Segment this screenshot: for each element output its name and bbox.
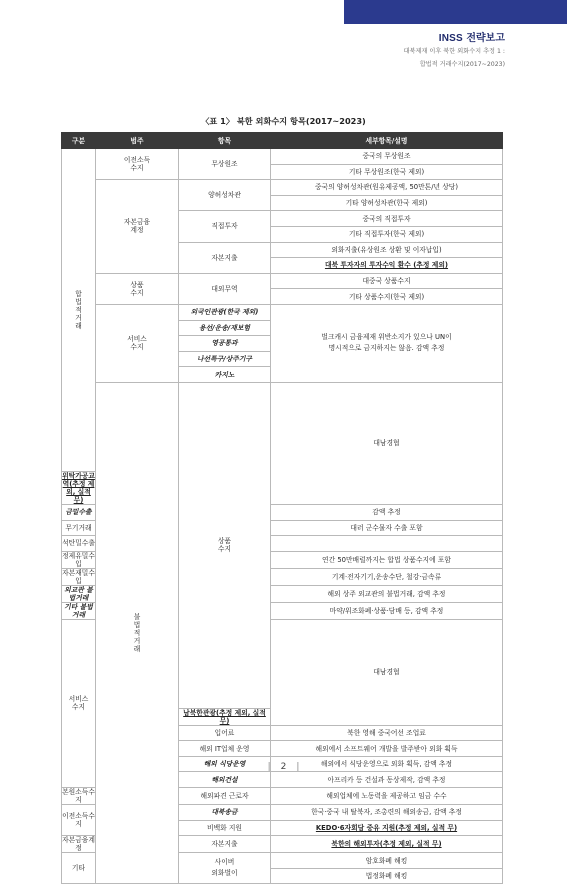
col-header-division: 구분 — [62, 133, 96, 149]
group-illegal-label: 불 법 적 거 래 — [133, 613, 141, 654]
item-cell: 직접투자 — [179, 211, 271, 242]
detail-cell: 북한 영해 중국어선 조업료 — [271, 725, 503, 741]
detail-cell: 해외 상주 외교관의 불법거래, 감액 추정 — [271, 585, 503, 602]
detail-cell: 남북한관광(추정 제외, 실적 무) — [179, 708, 271, 725]
table-caption: 〈표 1〉 북한 외화수지 항목(2017~2023) — [201, 116, 366, 126]
brand-main: INSS — [438, 33, 463, 44]
item-cell: 자본재밀수입 — [62, 568, 95, 585]
category-label: 이전소득 수지 — [123, 156, 151, 173]
item-cell: 나선특구/상주기구 — [179, 351, 271, 367]
detail-cell: 기타 직접투자(한국 제외) — [271, 226, 503, 242]
item-cell: 석탄밀수출 — [62, 536, 96, 552]
header-color-bar — [344, 0, 567, 24]
item-cell: 해외건설 — [179, 772, 271, 788]
report-subtitle-line1: 대북제재 이후 북한 외화수지 추정 1 : — [403, 48, 505, 55]
item-cell: 카지노 — [179, 367, 271, 383]
detail-cell: 마약/위조화폐·상품·담배 등, 감액 추정 — [271, 602, 503, 619]
item-cell: 해외 IT업체 운영 — [179, 741, 271, 757]
item-cell: 대외무역 — [179, 273, 271, 304]
detail-cell: 감액 추정 — [271, 504, 503, 520]
item-cell — [179, 853, 271, 884]
detail-cell: 위탁가공교역(추정 제외, 실적 무) — [62, 471, 95, 504]
detail-cell: 중국의 직접투자 — [271, 211, 503, 227]
detail-cell: 기타 무상원조(한국 제외) — [271, 164, 503, 180]
item-cell: 양허성차관 — [179, 180, 271, 211]
detail-cell: 기계·전자기기,운송수단, 철강·금속류 — [271, 568, 503, 585]
report-subtitle-line2: 합법적 거래수지(2017~2023) — [419, 61, 505, 68]
category-cell — [96, 304, 179, 382]
item-cell: 외교관 불법거래 — [62, 585, 96, 602]
table-row — [62, 149, 503, 165]
item-cell: 대북송금 — [179, 805, 271, 821]
item-cell: 해외파견 근로자 — [179, 788, 271, 805]
table-row — [62, 180, 503, 196]
item-cell: 해외 식당운영 — [179, 756, 271, 772]
table-row — [62, 382, 503, 471]
item-cell: 영공통과 — [179, 336, 271, 352]
category-cell: 기타 — [62, 853, 96, 884]
category-label: 상품 수지 — [217, 537, 232, 554]
detail-cell: 연간 50만배럴까지는 합법 상품수지에 포함 — [271, 551, 503, 568]
category-label: 자본금융 계정 — [123, 218, 151, 235]
detail-cell: 중국의 무상원조 — [271, 149, 503, 165]
item-cell: 무기거래 — [62, 520, 96, 536]
group-illegal — [96, 382, 179, 884]
category-cell — [96, 273, 179, 304]
detail-cell — [271, 536, 503, 552]
category-cell — [96, 180, 179, 274]
item-cell: 용선/운송/재보험 — [179, 320, 271, 336]
page-number: 2 — [280, 762, 287, 772]
item-cell: 금밀수출 — [62, 504, 96, 520]
col-header-category: 범주 — [96, 133, 179, 149]
detail-cell: 한국·중국 내 탈북자, 조총련의 해외송금, 감액 추정 — [271, 805, 503, 821]
detail-cell: 북한의 해외투자(추정 제외, 실적 무) — [271, 836, 503, 853]
table-header-row — [62, 133, 503, 149]
detail-cell: 대중국 상품수지 — [271, 273, 503, 289]
item-cell: 기타 불법거래 — [62, 602, 96, 619]
table-row — [62, 304, 503, 320]
item-cell: 자본지출 — [179, 242, 271, 273]
category-label: 서비스 수지 — [127, 335, 147, 352]
item-cell: 비백화 지원 — [179, 820, 271, 836]
detail-cell: 기타 상품수지(한국 제외) — [271, 289, 503, 305]
item-cell: 외국인관광(한국 제외) — [179, 304, 271, 320]
category-cell: 자본금융계정 — [62, 836, 95, 853]
detail-cell: 중국의 양허성차관(원유제공액, 50만톤/년 상당) — [271, 180, 503, 196]
detail-note: 벌크캐시 금융제재 위반소지가 있으나 UN이 명시적으로 금지하지는 않음. 감액 추정 — [321, 333, 452, 353]
table-row — [62, 273, 503, 289]
category-cell: 본원소득수지 — [62, 788, 95, 805]
item-cell: 자본지출 — [179, 836, 271, 853]
category-cell: 이전소득수지 — [62, 805, 96, 836]
category-label: 상품 수지 — [130, 280, 144, 297]
footer-separator-right: | — [296, 762, 300, 772]
detail-cell: 해외에서 식당운영으로 외화 획득, 감액 추정 — [271, 756, 503, 772]
category-cell — [96, 149, 179, 180]
group-legal — [62, 149, 96, 472]
group-legal-label: 합 법 적 거 래 — [75, 289, 82, 330]
detail-cell: 기타 양허성차관(한국 제외) — [271, 195, 503, 211]
col-header-detail: 세부항목/설명 — [271, 133, 503, 149]
report-brand — [439, 29, 505, 44]
detail-cell: 아프리카 등 건설과 동상제작, 감액 추정 — [271, 772, 503, 788]
item-cell: 대남경협 — [271, 619, 503, 725]
detail-cell: KEDO·6자회담 중유 지원(추정 제외, 실적 무) — [271, 820, 503, 836]
footer-separator-left: | — [267, 762, 271, 772]
item-cell: 무상원조 — [179, 149, 271, 180]
detail-cell: 법정화폐 해킹 — [271, 868, 503, 884]
col-header-item: 항목 — [179, 133, 271, 149]
item-label: 사이버 외화벌이 — [211, 858, 238, 878]
category-label: 서비스 수지 — [68, 695, 89, 712]
detail-cell — [271, 304, 503, 382]
detail-cell: 외화지출(유상원조 상환 및 이자납입) — [271, 242, 503, 258]
item-cell: 입어료 — [179, 725, 271, 741]
detail-cell: 해외에서 소프트웨어 개발을 발주받아 외화 획득 — [271, 741, 503, 757]
detail-cell: 대러 군수물자 수출 포함 — [271, 520, 503, 536]
detail-cell: 암호화폐 해킹 — [271, 853, 503, 869]
detail-cell: 해외업체에 노동력을 제공하고 임금 수수 — [271, 788, 503, 805]
item-cell: 정제유밀수입 — [62, 551, 95, 568]
category-cell — [179, 382, 271, 708]
detail-cell: 대북 투자자의 투자수익 환수 (추정 제외) — [271, 258, 503, 274]
page-footer — [0, 762, 567, 772]
item-cell: 대남경협 — [271, 382, 503, 504]
brand-sub: 전략보고 — [466, 33, 505, 44]
